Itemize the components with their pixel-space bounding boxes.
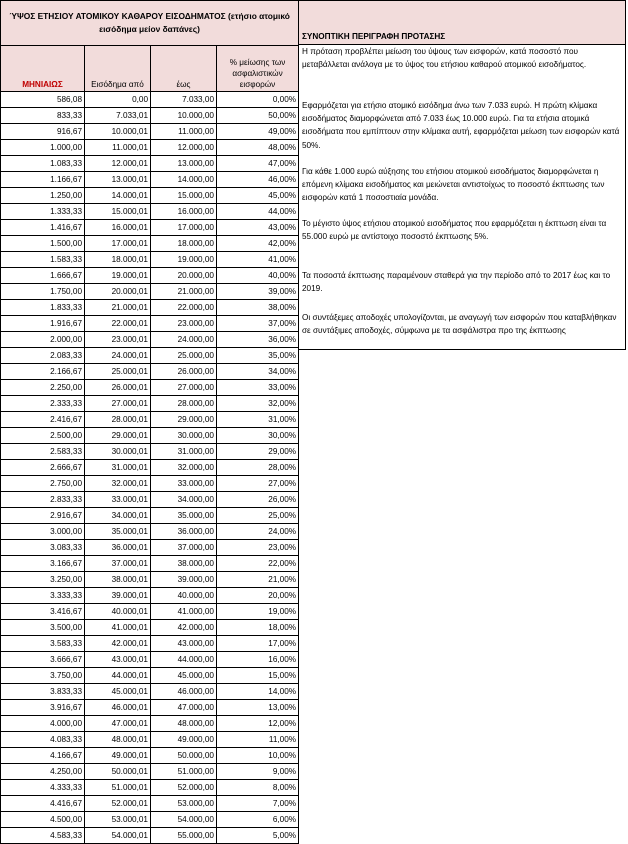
cell-monthly: 3.833,33 xyxy=(1,684,85,700)
cell-monthly: 3.000,00 xyxy=(1,524,85,540)
cell-income-from: 35.000,01 xyxy=(85,524,151,540)
cell-income-to: 49.000,00 xyxy=(151,732,217,748)
cell-income-from: 10.000,01 xyxy=(85,124,151,140)
col-header-monthly: ΜΗΝΙΑΙΩΣ xyxy=(1,46,85,92)
cell-income-to: 32.000,00 xyxy=(151,460,217,476)
cell-income-to: 46.000,00 xyxy=(151,684,217,700)
cell-income-from: 32.000,01 xyxy=(85,476,151,492)
col-header-reduction-pct: % μείωσης των ασφαλιστικών εισφορών xyxy=(217,46,299,92)
table-row xyxy=(1,428,299,444)
cell-reduction-pct: 47,00% xyxy=(217,156,299,172)
cell-income-from: 50.000,01 xyxy=(85,764,151,780)
cell-monthly: 2.916,67 xyxy=(1,508,85,524)
cell-reduction-pct: 14,00% xyxy=(217,684,299,700)
cell-income-from: 53.000,01 xyxy=(85,812,151,828)
cell-reduction-pct: 18,00% xyxy=(217,620,299,636)
cell-reduction-pct: 5,00% xyxy=(217,828,299,844)
cell-monthly: 586,08 xyxy=(1,92,85,108)
cell-income-from: 46.000,01 xyxy=(85,700,151,716)
cell-income-from: 52.000,01 xyxy=(85,796,151,812)
cell-monthly: 1.000,00 xyxy=(1,140,85,156)
cell-monthly: 2.583,33 xyxy=(1,444,85,460)
cell-income-from: 28.000,01 xyxy=(85,412,151,428)
cell-income-from: 11.000,01 xyxy=(85,140,151,156)
cell-income-to: 25.000,00 xyxy=(151,348,217,364)
cell-reduction-pct: 23,00% xyxy=(217,540,299,556)
cell-reduction-pct: 16,00% xyxy=(217,652,299,668)
cell-income-from: 13.000,01 xyxy=(85,172,151,188)
cell-income-from: 54.000,01 xyxy=(85,828,151,844)
col-header-income-from: Εισόδημα από xyxy=(85,46,151,92)
cell-monthly: 1.583,33 xyxy=(1,252,85,268)
table-row xyxy=(1,764,299,780)
cell-reduction-pct: 20,00% xyxy=(217,588,299,604)
cell-reduction-pct: 0,00% xyxy=(217,92,299,108)
cell-monthly: 1.250,00 xyxy=(1,188,85,204)
table-row xyxy=(1,716,299,732)
table-row xyxy=(1,604,299,620)
cell-income-from: 27.000,01 xyxy=(85,396,151,412)
cell-income-to: 50.000,00 xyxy=(151,748,217,764)
cell-income-from: 23.000,01 xyxy=(85,332,151,348)
summary-paragraph-6: Οι συντάξεμες αποδοχές υπολογίζονται, με αναγωγή των εισφορών που καταβλήθηκαν σε συντάξιμες αποδοχές, σύμφωνα με τα ασφάλιστρα προ της έκπτωσης xyxy=(299,299,626,349)
cell-income-from: 44.000,01 xyxy=(85,668,151,684)
table-row xyxy=(1,236,299,252)
cell-monthly: 2.500,00 xyxy=(1,428,85,444)
cell-monthly: 3.666,67 xyxy=(1,652,85,668)
table-row xyxy=(1,332,299,348)
table-row xyxy=(1,700,299,716)
cell-income-from: 38.000,01 xyxy=(85,572,151,588)
cell-monthly: 1.750,00 xyxy=(1,284,85,300)
table-row xyxy=(1,572,299,588)
table-row xyxy=(1,268,299,284)
cell-income-to: 45.000,00 xyxy=(151,668,217,684)
table-row xyxy=(1,220,299,236)
cell-income-from: 37.000,01 xyxy=(85,556,151,572)
cell-reduction-pct: 7,00% xyxy=(217,796,299,812)
cell-monthly: 1.500,00 xyxy=(1,236,85,252)
cell-monthly: 4.500,00 xyxy=(1,812,85,828)
cell-income-to: 7.033,00 xyxy=(151,92,217,108)
cell-income-to: 53.000,00 xyxy=(151,796,217,812)
table-row xyxy=(1,828,299,844)
cell-monthly: 2.250,00 xyxy=(1,380,85,396)
cell-reduction-pct: 22,00% xyxy=(217,556,299,572)
cell-monthly: 2.833,33 xyxy=(1,492,85,508)
cell-monthly: 3.166,67 xyxy=(1,556,85,572)
cell-income-to: 55.000,00 xyxy=(151,828,217,844)
table-row xyxy=(1,492,299,508)
cell-income-to: 39.000,00 xyxy=(151,572,217,588)
cell-income-from: 26.000,01 xyxy=(85,380,151,396)
cell-monthly: 4.250,00 xyxy=(1,764,85,780)
cell-reduction-pct: 9,00% xyxy=(217,764,299,780)
cell-monthly: 1.333,33 xyxy=(1,204,85,220)
cell-income-to: 42.000,00 xyxy=(151,620,217,636)
cell-reduction-pct: 12,00% xyxy=(217,716,299,732)
cell-income-to: 36.000,00 xyxy=(151,524,217,540)
cell-reduction-pct: 45,00% xyxy=(217,188,299,204)
cell-monthly: 2.750,00 xyxy=(1,476,85,492)
table-row xyxy=(1,348,299,364)
cell-income-from: 16.000,01 xyxy=(85,220,151,236)
cell-income-to: 33.000,00 xyxy=(151,476,217,492)
table-row xyxy=(1,156,299,172)
cell-income-to: 34.000,00 xyxy=(151,492,217,508)
cell-reduction-pct: 30,00% xyxy=(217,428,299,444)
table-row xyxy=(1,732,299,748)
cell-monthly: 1.166,67 xyxy=(1,172,85,188)
cell-reduction-pct: 32,00% xyxy=(217,396,299,412)
cell-reduction-pct: 19,00% xyxy=(217,604,299,620)
table-row xyxy=(1,812,299,828)
table-row xyxy=(1,204,299,220)
cell-reduction-pct: 44,00% xyxy=(217,204,299,220)
cell-income-from: 45.000,01 xyxy=(85,684,151,700)
summary-paragraph-4: Το μέγιστο ύψος ετήσιου ατομικού εισοδήματος που εφαρμόζεται η έκπτωση είναι τα 55.000 ευρώ με αντίστοιχο ποσοστό έκπτωσης 5%. xyxy=(299,217,626,257)
table-row xyxy=(1,684,299,700)
cell-income-to: 26.000,00 xyxy=(151,364,217,380)
cell-monthly: 2.000,00 xyxy=(1,332,85,348)
summary-paragraph-1: Η πρόταση προβλέπει μείωση του ύψους των εισφορών, κατά ποσοστό που μεταβάλλεται ανάλογα με το ύψος του ετήσιου καθαρού ατομικού εισοδήματος. xyxy=(299,45,626,86)
cell-monthly: 1.916,67 xyxy=(1,316,85,332)
cell-monthly: 3.916,67 xyxy=(1,700,85,716)
table-row xyxy=(1,124,299,140)
cell-reduction-pct: 29,00% xyxy=(217,444,299,460)
cell-reduction-pct: 27,00% xyxy=(217,476,299,492)
cell-reduction-pct: 13,00% xyxy=(217,700,299,716)
summary-paragraph-3: Για κάθε 1.000 ευρώ αύξησης του ετήσιου ατομικού εισοδήματος διαμορφώνεται η επόμενη κλίμακα εισοδήματος και μειώνεται αντιστοίχως το ποσοστό έκπτωσης των εισφορών κατά 1 ποσοστιαία μονάδα. xyxy=(299,165,626,217)
cell-income-from: 31.000,01 xyxy=(85,460,151,476)
cell-income-from: 30.000,01 xyxy=(85,444,151,460)
table-row xyxy=(1,476,299,492)
cell-reduction-pct: 28,00% xyxy=(217,460,299,476)
cell-income-to: 19.000,00 xyxy=(151,252,217,268)
table-row xyxy=(1,668,299,684)
table-row xyxy=(1,380,299,396)
cell-income-to: 14.000,00 xyxy=(151,172,217,188)
cell-income-to: 23.000,00 xyxy=(151,316,217,332)
cell-monthly: 1.833,33 xyxy=(1,300,85,316)
cell-income-to: 54.000,00 xyxy=(151,812,217,828)
table-row xyxy=(1,460,299,476)
cell-income-from: 25.000,01 xyxy=(85,364,151,380)
cell-income-from: 33.000,01 xyxy=(85,492,151,508)
cell-income-from: 34.000,01 xyxy=(85,508,151,524)
income-table xyxy=(0,0,299,844)
cell-monthly: 4.083,33 xyxy=(1,732,85,748)
table-row xyxy=(1,188,299,204)
table-row xyxy=(1,252,299,268)
cell-income-from: 21.000,01 xyxy=(85,300,151,316)
table-row xyxy=(1,540,299,556)
cell-income-from: 29.000,01 xyxy=(85,428,151,444)
table-row xyxy=(1,284,299,300)
cell-income-to: 13.000,00 xyxy=(151,156,217,172)
table-row xyxy=(1,796,299,812)
cell-income-to: 17.000,00 xyxy=(151,220,217,236)
cell-reduction-pct: 48,00% xyxy=(217,140,299,156)
cell-monthly: 1.666,67 xyxy=(1,268,85,284)
cell-income-to: 48.000,00 xyxy=(151,716,217,732)
cell-income-from: 47.000,01 xyxy=(85,716,151,732)
cell-reduction-pct: 24,00% xyxy=(217,524,299,540)
cell-monthly: 3.333,33 xyxy=(1,588,85,604)
cell-reduction-pct: 33,00% xyxy=(217,380,299,396)
table-row xyxy=(1,140,299,156)
table-row xyxy=(1,780,299,796)
table-row xyxy=(1,636,299,652)
cell-income-to: 31.000,00 xyxy=(151,444,217,460)
cell-income-from: 12.000,01 xyxy=(85,156,151,172)
cell-income-from: 19.000,01 xyxy=(85,268,151,284)
table-row xyxy=(1,748,299,764)
cell-reduction-pct: 41,00% xyxy=(217,252,299,268)
cell-income-to: 47.000,00 xyxy=(151,700,217,716)
cell-reduction-pct: 43,00% xyxy=(217,220,299,236)
cell-monthly: 1.416,67 xyxy=(1,220,85,236)
cell-monthly: 3.083,33 xyxy=(1,540,85,556)
cell-reduction-pct: 15,00% xyxy=(217,668,299,684)
cell-monthly: 2.083,33 xyxy=(1,348,85,364)
cell-monthly: 3.416,67 xyxy=(1,604,85,620)
table-row xyxy=(1,300,299,316)
cell-reduction-pct: 34,00% xyxy=(217,364,299,380)
cell-income-to: 22.000,00 xyxy=(151,300,217,316)
cell-income-from: 40.000,01 xyxy=(85,604,151,620)
table-row xyxy=(1,396,299,412)
cell-reduction-pct: 10,00% xyxy=(217,748,299,764)
cell-reduction-pct: 36,00% xyxy=(217,332,299,348)
cell-income-from: 24.000,01 xyxy=(85,348,151,364)
cell-income-from: 15.000,01 xyxy=(85,204,151,220)
cell-reduction-pct: 42,00% xyxy=(217,236,299,252)
table-row xyxy=(1,364,299,380)
cell-reduction-pct: 25,00% xyxy=(217,508,299,524)
cell-reduction-pct: 17,00% xyxy=(217,636,299,652)
cell-reduction-pct: 6,00% xyxy=(217,812,299,828)
cell-income-to: 44.000,00 xyxy=(151,652,217,668)
cell-reduction-pct: 21,00% xyxy=(217,572,299,588)
cell-reduction-pct: 8,00% xyxy=(217,780,299,796)
cell-monthly: 3.250,00 xyxy=(1,572,85,588)
cell-income-to: 40.000,00 xyxy=(151,588,217,604)
cell-income-to: 11.000,00 xyxy=(151,124,217,140)
cell-income-to: 51.000,00 xyxy=(151,764,217,780)
summary-panel xyxy=(298,0,626,350)
table-row xyxy=(1,556,299,572)
cell-monthly: 4.583,33 xyxy=(1,828,85,844)
cell-income-to: 35.000,00 xyxy=(151,508,217,524)
cell-income-from: 48.000,01 xyxy=(85,732,151,748)
table-row xyxy=(1,172,299,188)
cell-monthly: 2.666,67 xyxy=(1,460,85,476)
cell-income-to: 43.000,00 xyxy=(151,636,217,652)
cell-reduction-pct: 38,00% xyxy=(217,300,299,316)
cell-monthly: 916,67 xyxy=(1,124,85,140)
table-row xyxy=(1,524,299,540)
cell-monthly: 3.750,00 xyxy=(1,668,85,684)
cell-monthly: 4.000,00 xyxy=(1,716,85,732)
cell-income-from: 7.033,01 xyxy=(85,108,151,124)
cell-income-to: 38.000,00 xyxy=(151,556,217,572)
cell-reduction-pct: 35,00% xyxy=(217,348,299,364)
cell-income-from: 18.000,01 xyxy=(85,252,151,268)
cell-income-to: 30.000,00 xyxy=(151,428,217,444)
cell-monthly: 2.416,67 xyxy=(1,412,85,428)
cell-income-from: 36.000,01 xyxy=(85,540,151,556)
cell-income-to: 27.000,00 xyxy=(151,380,217,396)
cell-income-to: 29.000,00 xyxy=(151,412,217,428)
cell-income-to: 12.000,00 xyxy=(151,140,217,156)
summary-paragraph-5: Τα ποσοστά έκπτωσης παραμένουν σταθερά για την περίοδο από το 2017 έως και το 2019. xyxy=(299,257,626,299)
cell-income-to: 28.000,00 xyxy=(151,396,217,412)
cell-reduction-pct: 31,00% xyxy=(217,412,299,428)
cell-monthly: 4.416,67 xyxy=(1,796,85,812)
cell-reduction-pct: 46,00% xyxy=(217,172,299,188)
cell-monthly: 1.083,33 xyxy=(1,156,85,172)
table-row xyxy=(1,508,299,524)
cell-monthly: 4.333,33 xyxy=(1,780,85,796)
cell-income-from: 22.000,01 xyxy=(85,316,151,332)
table-row xyxy=(1,316,299,332)
cell-income-to: 37.000,00 xyxy=(151,540,217,556)
cell-monthly: 2.333,33 xyxy=(1,396,85,412)
cell-income-from: 0,00 xyxy=(85,92,151,108)
table-row xyxy=(1,620,299,636)
cell-income-to: 16.000,00 xyxy=(151,204,217,220)
cell-income-from: 17.000,01 xyxy=(85,236,151,252)
cell-monthly: 833,33 xyxy=(1,108,85,124)
cell-income-to: 20.000,00 xyxy=(151,268,217,284)
cell-income-to: 21.000,00 xyxy=(151,284,217,300)
table-row xyxy=(1,412,299,428)
cell-reduction-pct: 39,00% xyxy=(217,284,299,300)
cell-income-to: 18.000,00 xyxy=(151,236,217,252)
cell-income-from: 42.000,01 xyxy=(85,636,151,652)
cell-income-to: 52.000,00 xyxy=(151,780,217,796)
cell-reduction-pct: 49,00% xyxy=(217,124,299,140)
cell-monthly: 2.166,67 xyxy=(1,364,85,380)
cell-income-from: 51.000,01 xyxy=(85,780,151,796)
cell-income-from: 49.000,01 xyxy=(85,748,151,764)
table-body xyxy=(1,92,299,844)
table-row xyxy=(1,588,299,604)
cell-monthly: 3.500,00 xyxy=(1,620,85,636)
cell-reduction-pct: 26,00% xyxy=(217,492,299,508)
table-row xyxy=(1,108,299,124)
cell-income-to: 10.000,00 xyxy=(151,108,217,124)
cell-income-from: 41.000,01 xyxy=(85,620,151,636)
cell-monthly: 3.583,33 xyxy=(1,636,85,652)
cell-income-to: 41.000,00 xyxy=(151,604,217,620)
cell-monthly: 4.166,67 xyxy=(1,748,85,764)
cell-income-from: 14.000,01 xyxy=(85,188,151,204)
table-row xyxy=(1,652,299,668)
col-header-income-to: έως xyxy=(151,46,217,92)
cell-income-to: 15.000,00 xyxy=(151,188,217,204)
cell-reduction-pct: 40,00% xyxy=(217,268,299,284)
table-row xyxy=(1,92,299,108)
summary-title: ΣΥΝΟΠΤΙΚΗ ΠΕΡΙΓΡΑΦΗ ΠΡΟΤΑΣΗΣ xyxy=(299,1,626,45)
cell-reduction-pct: 37,00% xyxy=(217,316,299,332)
cell-income-from: 20.000,01 xyxy=(85,284,151,300)
summary-paragraph-2: Εφαρμόζεται για ετήσιο ατομικό εισόδημα άνω των 7.033 ευρώ. Η πρώτη κλίμακα εισοδήματος διαμορφώνεται από 7.033 έως 10.000 ευρώ. Για τα ετήσια ατομικά εισοδήματα που εμπίπτουν στην κλίμακα αυτή, εφαρμόζεται μείωση των εισφορών κατά 50%. xyxy=(299,85,626,165)
cell-income-from: 39.000,01 xyxy=(85,588,151,604)
cell-reduction-pct: 11,00% xyxy=(217,732,299,748)
cell-reduction-pct: 50,00% xyxy=(217,108,299,124)
cell-income-to: 24.000,00 xyxy=(151,332,217,348)
cell-income-from: 43.000,01 xyxy=(85,652,151,668)
table-title: ΎΨΟΣ ΕΤΗΣΙΟΥ ΑΤΟΜΙΚΟΥ ΚΑΘΑΡΟΥ ΕΙΣΟΔΗΜΑΤΟΣ (ετήσιο ατομικό εισόδημα μείον δαπάνες) xyxy=(1,1,299,46)
table-row xyxy=(1,444,299,460)
